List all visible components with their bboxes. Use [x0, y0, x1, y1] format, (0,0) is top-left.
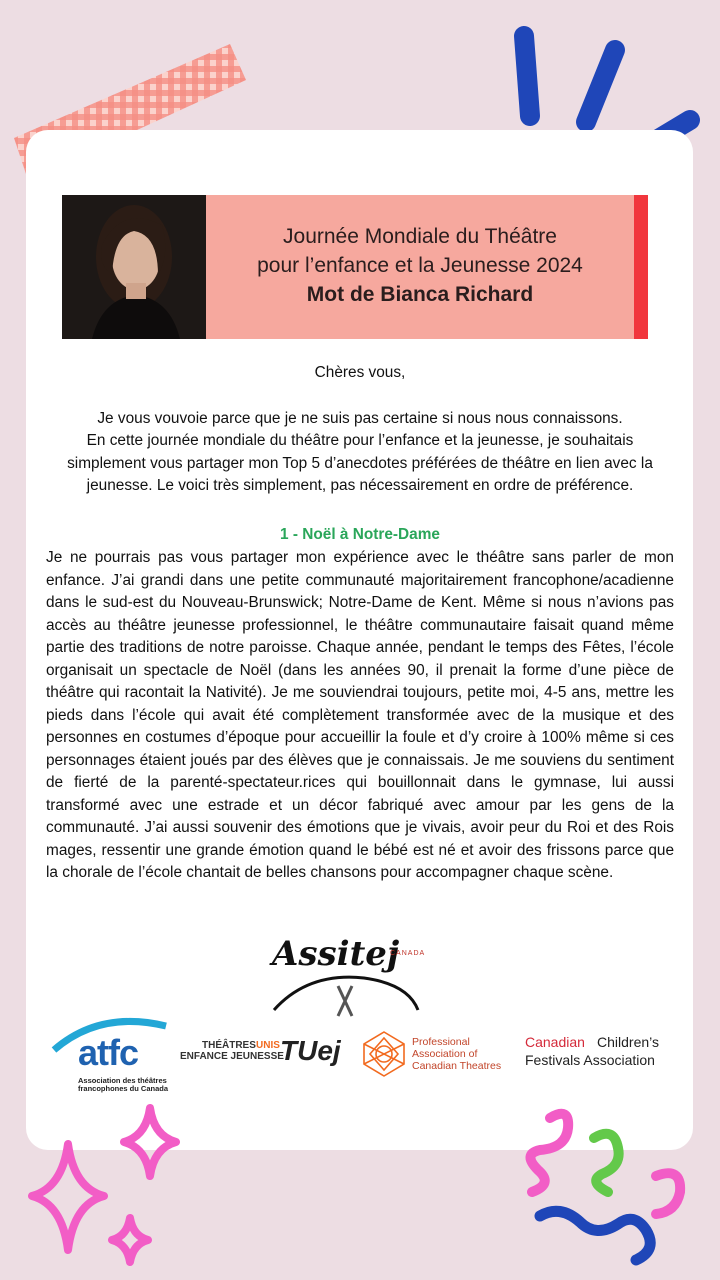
pact-line-1: Professional — [412, 1036, 470, 1048]
atfc-sub-1: Association des théâtres — [78, 1076, 167, 1085]
greeting: Chères vous, — [314, 364, 406, 381]
intro-line-1: Je vous vouvoie parce que je ne suis pas certaine si nous nous connaissons. — [97, 410, 623, 427]
tuej-logo — [180, 1034, 350, 1074]
header-line-2: pour l’enfance et la Jeunesse 2024 — [257, 254, 583, 277]
tuej-line-1b: UNIS — [256, 1040, 280, 1051]
header-line-3: Mot de Bianca Richard — [306, 283, 534, 306]
assitej-logo — [268, 930, 438, 1020]
pact-line-3: Canadian Theatres — [412, 1060, 502, 1072]
pact-line-2: Association of — [412, 1048, 478, 1060]
ccfa-line-1a: Canadian — [525, 1034, 585, 1050]
section-title: 1 - Noël à Notre-Dame — [280, 526, 440, 543]
ccfa-line-2: Festivals Association — [525, 1052, 655, 1068]
assitej-sub: CANADA — [390, 950, 426, 957]
pink-sparkles-decoration — [20, 1100, 200, 1280]
pact-emblem — [360, 1030, 408, 1078]
tuej-line-2: ENFANCE JEUNESSE — [180, 1051, 284, 1062]
header-line-1: Journée Mondiale du Théâtre — [283, 225, 557, 248]
tuej-line-1a: THÉÂTRES — [202, 1040, 256, 1051]
ccfa-line-1b: Children’s — [597, 1034, 659, 1050]
atfc-sub-2: francophones du Canada — [78, 1084, 169, 1093]
portrait-photo — [62, 195, 206, 339]
section-paragraph: Je ne pourrais pas vous partager mon expérience avec le théâtre sans parler de mon enfance. J’ai grandi dans une petite communauté majoritairement francophone/acadienne dans le sud-est du Nouveau-Brunswick; Notre-Dame de Kent. Même si nous n’avions pas accès au théâtre jeunesse professionnel, le théâtre communautaire faisait quand même partie des traditions de notre paroisse. Chaque année, pendant le temps des Fêtes, l’école organisait un spectacle de Noël (dans les années 90, il prenait la forme d’une pièce de théâtre qui racontait la Nativité). Je me souviendrai toujours, petite moi, 4-5 ans, mettre les pieds dans l’école qui avait été complètement transformée avec de la musique et des personnes en costumes d’époque pour accueillir la foule et d’y croire à 100% même si ces personnages étaient joués par des élèves que je connaissais. Je me souviens du sentiment de fierté de la parenté-spectateur.rices qui bouillonnait dans le gymnase, lui aussi transformé avec une estrade et un décor fabriqué avec amour par les gens de la communauté. J’ai aussi souvenir des émotions que je vivais, avoir peur du Roi et des Rois mages, ressentir une grande émotion quand le bébé est né et avoir des frissons parce que la chorale de l’école chantait de belles chansons pour accompagner chaque scène. — [46, 549, 674, 881]
portrait-illustration — [62, 195, 206, 339]
header-accent-bar — [634, 195, 648, 339]
intro-paragraph: En cette journée mondiale du théâtre pour l’enfance et la jeunesse, je souhaitais simplement vous partager mon Top 5 d’anecdotes préférées de théâtre en lien avec la jeunesse. Le voici très simplement, pas nécessairement en ordre de préférence. — [67, 432, 653, 494]
ccfa-logo — [525, 1034, 690, 1074]
assitej-wordmark: Assitej — [272, 934, 400, 974]
tuej-mark: TUej — [280, 1035, 341, 1066]
atfc-logo — [50, 1014, 170, 1094]
squiggles-decoration — [510, 1100, 720, 1280]
header-banner — [62, 195, 648, 339]
header-title — [212, 222, 628, 309]
pact-logo — [360, 1030, 520, 1080]
assitej-swoosh — [268, 964, 438, 1020]
atfc-wordmark: atfc — [78, 1032, 139, 1073]
